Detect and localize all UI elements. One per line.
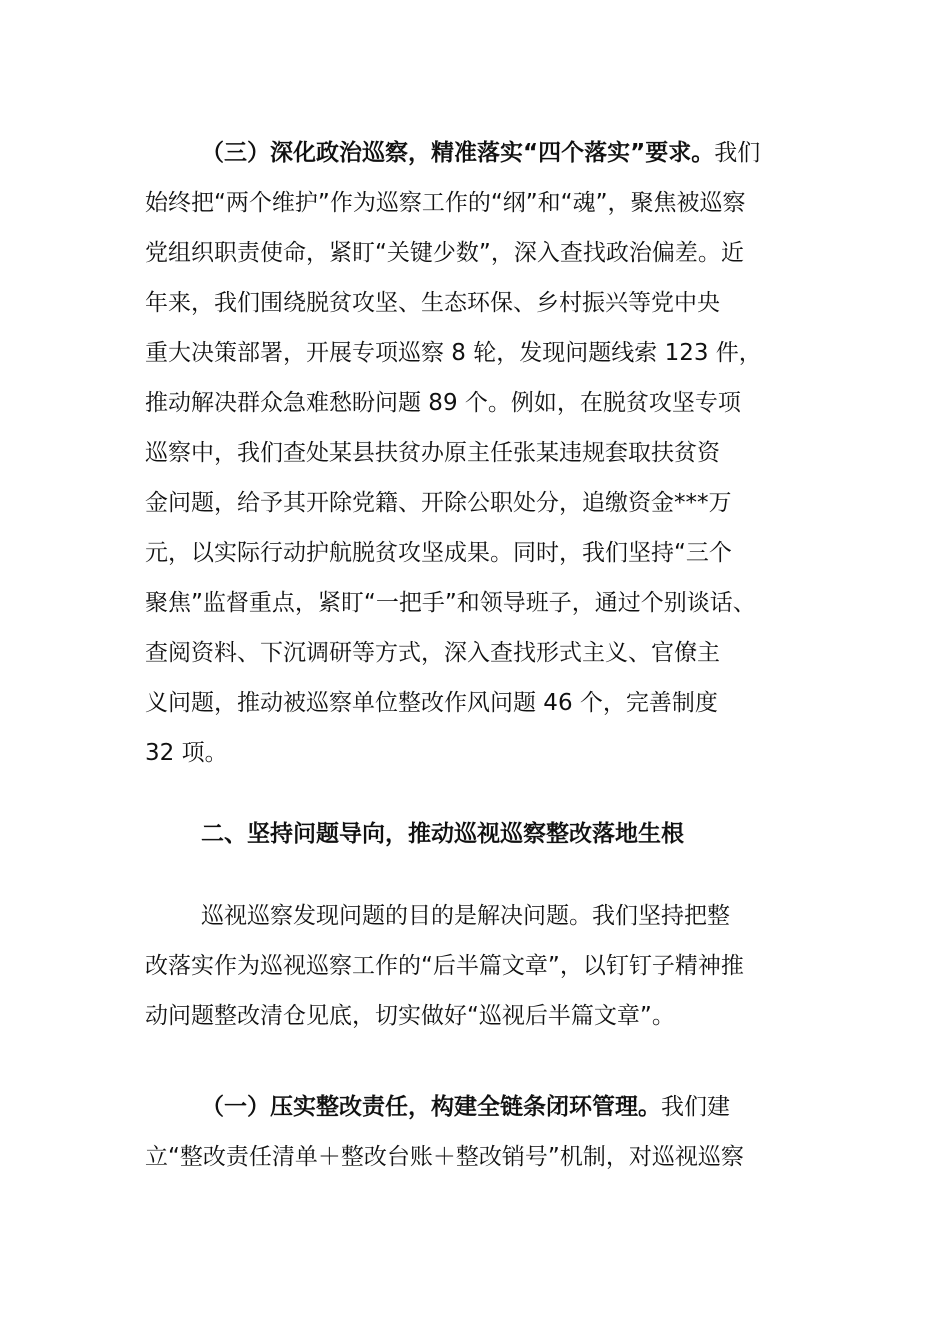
paragraph-line: 年来，我们围绕脱贫攻坚、生态环保、乡村振兴等党中央 [145, 290, 720, 316]
paragraph-line: 改落实作为巡视巡察工作的“后半篇文章”，以钉钉子精神推 [145, 953, 744, 979]
paragraph-line: 党组织职责使命，紧盯“关键少数”，深入查找政治偏差。近 [145, 240, 744, 266]
paragraph-line: 义问题，推动被巡察单位整改作风问题 46 个，完善制度 [145, 690, 718, 716]
paragraph-first-line [145, 1082, 825, 1132]
paragraph-line: 始终把“两个维护”作为巡察工作的“纲”和“魂”，聚焦被巡察 [145, 190, 746, 216]
paragraph-line: 金问题，给予其开除党籍、开除公职处分，追缴资金***万 [145, 490, 732, 516]
paragraph-line: 立“整改责任清单＋整改台账＋整改销号”机制，对巡视巡察 [145, 1144, 744, 1170]
paragraph-rectification-intro [145, 891, 825, 1041]
paragraph-text: 我们建 [661, 1094, 730, 1120]
paragraph-line: 巡察中，我们查处某县扶贫办原主任张某违规套取扶贫资 [145, 440, 720, 466]
paragraph-line: 动问题整改清仓见底，切实做好“巡视后半篇文章”。 [145, 1003, 675, 1029]
paragraph-line: 巡视巡察发现问题的目的是解决问题。我们坚持把整 [201, 903, 730, 929]
paragraph-text: 我们 [714, 140, 761, 166]
paragraph-lead-heading: （三）深化政治巡察，精准落实“四个落实”要求。 [201, 140, 715, 166]
paragraph-first-line [145, 128, 825, 178]
paragraph-line: 推动解决群众急难愁盼问题 89 个。例如，在脱贫攻坚专项 [145, 390, 741, 416]
paragraph-line: 查阅资料、下沉调研等方式，深入查找形式主义、官僚主 [145, 640, 720, 666]
section-heading [145, 809, 825, 859]
paragraph-rectification-responsibility [145, 1082, 825, 1182]
paragraph-political-inspection [145, 128, 825, 778]
paragraph-line: 重大决策部署，开展专项巡察 8 轮，发现问题线索 123 件， [145, 340, 762, 366]
section-heading-text: 二、坚持问题导向，推动巡视巡察整改落地生根 [201, 821, 684, 847]
paragraph-lead-heading: （一）压实整改责任，构建全链条闭环管理。 [201, 1094, 661, 1120]
paragraph-line: 32 项。 [145, 740, 228, 766]
paragraph-line: 聚焦”监督重点，紧盯“一把手”和领导班子，通过个别谈话、 [145, 590, 756, 616]
paragraph-line: 元，以实际行动护航脱贫攻坚成果。同时，我们坚持“三个 [145, 540, 732, 566]
